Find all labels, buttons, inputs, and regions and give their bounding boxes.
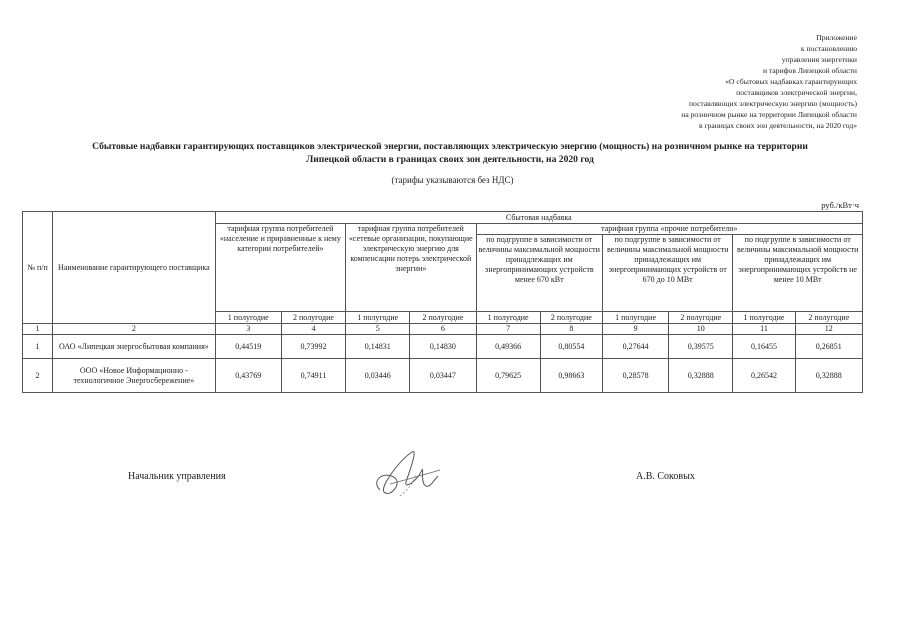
header-half-2: 2 полугодие	[281, 312, 345, 324]
appendix-line: к постановлению	[800, 44, 857, 53]
tariff-value: 0,16455	[733, 335, 795, 359]
header-half-2: 2 полугодие	[540, 312, 602, 324]
header-group-population: тарифная группа потребителей «население и приравненные к нему категории потребителей»	[215, 224, 345, 312]
title-line-2: Липецкой области в границах своих зон деятельности, на 2020 год	[306, 154, 594, 165]
supplier-name: ООО «Новое Информационно - технологичное Энергосбережение»	[53, 359, 216, 393]
handwritten-signature	[360, 440, 450, 510]
tariff-value: 0,43769	[215, 359, 281, 393]
tariff-value: 0,27644	[602, 335, 668, 359]
appendix-line: поставщиков электрической энергии,	[736, 88, 857, 97]
header-half-1: 1 полугодие	[476, 312, 540, 324]
appendix-line: Приложение	[816, 33, 857, 42]
header-half-1: 1 полугодие	[215, 312, 281, 324]
appendix-line: «О сбытовых надбавках гарантирующих	[725, 77, 857, 86]
column-number: 3	[215, 324, 281, 335]
column-number: 8	[540, 324, 602, 335]
tariff-value: 0,03446	[346, 359, 410, 393]
header-half-2: 2 полугодие	[795, 312, 862, 324]
tariff-value: 0,14831	[346, 335, 410, 359]
row-num: 1	[23, 335, 53, 359]
column-number: 2	[53, 324, 216, 335]
tariff-value: 0,26542	[733, 359, 795, 393]
column-number: 1	[23, 324, 53, 335]
tariff-value: 0,73992	[281, 335, 345, 359]
tariff-value: 0,39575	[669, 335, 733, 359]
tariff-table	[22, 211, 863, 393]
appendix-block	[527, 32, 857, 131]
column-number: 11	[733, 324, 795, 335]
header-subgroup-670-10: по подгруппе в зависимости от величины максимальной мощности принадлежащих им энергопринимающих устройств от 670 до 10 МВт	[602, 235, 732, 312]
signatory-name: А.В. Соковых	[636, 471, 695, 482]
appendix-line: на розничном рынке на территории Липецкой области	[681, 110, 857, 119]
header-half-1: 1 полугодие	[602, 312, 668, 324]
header-half-1: 1 полугодие	[346, 312, 410, 324]
document-title	[20, 140, 880, 166]
tariff-value: 0,49366	[476, 335, 540, 359]
tariff-value: 0,28578	[602, 359, 668, 393]
appendix-line: в границах своих зон деятельности, на 2020 год»	[698, 121, 857, 130]
column-number: 12	[795, 324, 862, 335]
header-num: № п/п	[23, 212, 53, 324]
column-number: 9	[602, 324, 668, 335]
appendix-line: управления энергетики	[781, 55, 857, 64]
supplier-name: ОАО «Липецкая энергосбытовая компания»	[53, 335, 216, 359]
header-half-2: 2 полугодие	[410, 312, 476, 324]
appendix-line: поставляющих электрическую энергию (мощность)	[688, 99, 857, 108]
tariff-value: 0,03447	[410, 359, 476, 393]
table-row	[23, 359, 863, 393]
tariff-value: 0,80554	[540, 335, 602, 359]
header-half-2: 2 полугодие	[669, 312, 733, 324]
header-subgroup-ge10: по подгруппе в зависимости от величины максимальной мощности принадлежащих им энергопринимающих устройств не менее 10 МВт	[733, 235, 863, 312]
column-number: 5	[346, 324, 410, 335]
column-number: 7	[476, 324, 540, 335]
tariff-value: 0,44519	[215, 335, 281, 359]
header-supplier-name: Наименование гарантирующего поставщика	[53, 212, 216, 324]
appendix-line: и тарифов Липецкой области	[763, 66, 857, 75]
header-group-network: тарифная группа потребителей «сетевые организации, покупающие электрическую энергию для компенсации потерь электрической энергии»	[346, 224, 476, 312]
header-markup: Сбытовая надбавка	[215, 212, 862, 224]
signatory-position: Начальник управления	[128, 471, 226, 482]
header-group-other: тарифная группа «прочие потребители»	[476, 224, 862, 235]
row-num: 2	[23, 359, 53, 393]
unit-label: руб./кВт·ч	[821, 200, 859, 210]
tariff-value: 0,26851	[795, 335, 862, 359]
column-number: 4	[281, 324, 345, 335]
header-half-1: 1 полугодие	[733, 312, 795, 324]
vat-note: (тарифы указываются без НДС)	[391, 175, 514, 185]
column-number-row	[23, 324, 863, 335]
header-subgroup-lt670: по подгруппе в зависимости от величины максимальной мощности принадлежащих им энергопринимающих устройств менее 670 кВт	[476, 235, 602, 312]
column-number: 10	[669, 324, 733, 335]
tariff-value: 0,14830	[410, 335, 476, 359]
tariff-value: 0,32888	[669, 359, 733, 393]
table-row	[23, 335, 863, 359]
tariff-value: 0,79625	[476, 359, 540, 393]
tariff-value: 0,32888	[795, 359, 862, 393]
tariff-value: 0,74911	[281, 359, 345, 393]
tariff-value: 0,98663	[540, 359, 602, 393]
title-line-1: Сбытовые надбавки гарантирующих поставщиков электрической энергии, поставляющих электрическую энергию (мощность) на розничном рынке на территории	[92, 141, 808, 152]
column-number: 6	[410, 324, 476, 335]
